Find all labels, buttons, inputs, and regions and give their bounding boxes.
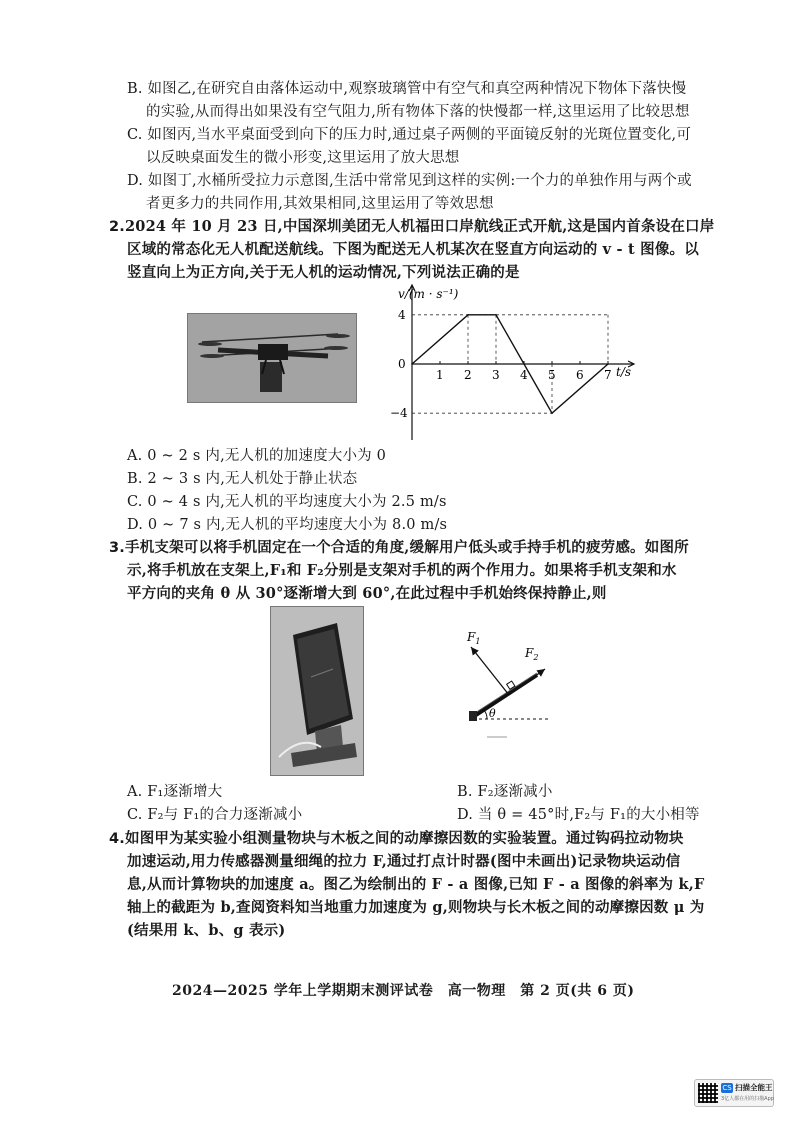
q3-option-d: D. 当 θ = 45°时,F₂与 F₁的大小相等 bbox=[457, 807, 700, 823]
q3-option-b: B. F₂逐渐减小 bbox=[457, 784, 553, 800]
data-point bbox=[607, 363, 609, 365]
x-tick-label: 4 bbox=[520, 368, 528, 382]
x-tick-label: 5 bbox=[548, 368, 556, 382]
page-footer: 2024—2025 学年上学期期末测评试卷 高一物理 第 2 页(共 6 页) bbox=[172, 983, 635, 999]
x-axis-label: t/s bbox=[616, 365, 632, 379]
data-point bbox=[411, 363, 413, 365]
drone-icon bbox=[188, 314, 356, 402]
x-tick-label: 2 bbox=[464, 368, 472, 382]
f1-label: $F_1$ bbox=[467, 630, 481, 646]
data-point bbox=[495, 314, 497, 316]
y-axis-label: v/(m · s⁻¹) bbox=[398, 287, 459, 301]
q4-number: 4. bbox=[109, 831, 125, 847]
q2-option-c: C. 0 ~ 4 s 内,无人机的平均速度大小为 2.5 m/s bbox=[127, 494, 447, 510]
q3-number: 3. bbox=[109, 540, 125, 556]
q2-option-b: B. 2 ~ 3 s 内,无人机处于静止状态 bbox=[127, 471, 358, 487]
q4-stem-line1: 4.如图甲为某实验小组测量物块与木板之间的动摩擦因数的实验装置。通过钩码拉动物块 bbox=[109, 830, 684, 847]
scanner-badge bbox=[694, 1079, 774, 1107]
q3-stem-line2: 示,将手机放在支架上,F₁和 F₂分别是支架对手机的两个作用力。如果将手机支架和水 bbox=[127, 562, 677, 579]
q3-option-a: A. F₁逐渐增大 bbox=[127, 784, 223, 800]
y-tick-label: 0 bbox=[398, 357, 406, 371]
q1-option-b-line2: 的实验,从而得出如果没有空气阻力,所有物体下落的快慢都一样,这里运用了比较思想 bbox=[146, 104, 690, 120]
q2-stem-line3: 竖直向上为正方向,关于无人机的运动情况,下列说法正确的是 bbox=[127, 264, 520, 281]
y-tick-label: −4 bbox=[390, 406, 408, 421]
q2-number: 2. bbox=[109, 219, 125, 235]
phone-stand-photo bbox=[270, 606, 364, 776]
q2-stem-line1: 2.2024 年 10 月 23 日,中国深圳美团无人机福田口岸航线正式开航,这是国内首条设在口岸 bbox=[109, 218, 715, 235]
phone-stand-icon bbox=[271, 607, 363, 775]
badge-subtitle: 3亿人都在用的扫描App bbox=[721, 1096, 774, 1102]
q2-option-a: A. 0 ~ 2 s 内,无人机的加速度大小为 0 bbox=[127, 448, 387, 464]
qr-code-icon bbox=[698, 1083, 718, 1103]
vt-chart bbox=[380, 282, 640, 444]
q1-option-d-line2: 者更多力的共同作用,其效果相同,这里运用了等效思想 bbox=[146, 196, 494, 212]
q4-stem-line5: (结果用 k、b、g 表示) bbox=[127, 922, 286, 939]
q4-stem-line4: 轴上的截距为 b,查阅资料知当地重力加速度为 g,则物块与长木板之间的动摩擦因数 μ 为 bbox=[127, 899, 705, 916]
f1-arrow bbox=[471, 647, 509, 695]
theta-arc bbox=[484, 710, 487, 719]
q3-stem-line3: 平方向的夹角 θ 从 30°逐渐增大到 60°,在此过程中手机始终保持静止,则 bbox=[127, 585, 607, 602]
theta-label: θ bbox=[489, 707, 496, 720]
q4-stem-line2: 加速运动,用力传感器测量细绳的拉力 F,通过打点计时器(图中未画出)记录物块运动信 bbox=[127, 853, 681, 870]
q3-stem-line1: 3.手机支架可以将手机固定在一个合适的角度,缓解用户低头或手持手机的疲劳感。如图所 bbox=[109, 539, 689, 556]
x-tick-label: 7 bbox=[604, 368, 612, 382]
badge-title: 扫描全能王 bbox=[735, 1083, 773, 1092]
q1-option-c-line1: C. 如图丙,当水平桌面受到向下的压力时,通过桌子两侧的平面镜反射的光斑位置变化,可 bbox=[127, 127, 692, 143]
f2-arrow bbox=[509, 669, 545, 695]
camscanner-logo-icon: CS bbox=[722, 1084, 732, 1092]
phone-bar-edge bbox=[475, 673, 537, 713]
q1-option-c-line2: 以反映桌面发生的微小形变,这里运用了放大思想 bbox=[146, 150, 460, 166]
f2-label: $F_2$ bbox=[525, 646, 539, 662]
drone-photo bbox=[187, 313, 357, 403]
q4-stem-line3: 息,从而计算物块的加速度 a。图乙为绘制出的 F - a 图像,已知 F - a 图像的斜率为 k,F bbox=[127, 876, 705, 893]
q1-option-b-line1: B. 如图乙,在研究自由落体运动中,观察玻璃管中有空气和真空两种情况下物体下落快慢 bbox=[127, 81, 687, 97]
force-diagram bbox=[455, 625, 570, 745]
x-tick-label: 1 bbox=[436, 368, 444, 382]
q1-option-d-line1: D. 如图丁,水桶所受拉力示意图,生活中常常见到这样的实例:一个力的单独作用与两个或 bbox=[127, 173, 692, 189]
y-tick-label: 4 bbox=[398, 307, 406, 322]
data-point bbox=[551, 412, 553, 414]
x-tick-label: 3 bbox=[492, 368, 500, 382]
q3-option-c: C. F₂与 F₁的合力逐渐减小 bbox=[127, 807, 303, 823]
q2-option-d: D. 0 ~ 7 s 内,无人机的平均速度大小为 8.0 m/s bbox=[127, 517, 448, 533]
data-point bbox=[467, 314, 469, 316]
stand-base bbox=[469, 711, 477, 721]
q2-stem-line2: 区域的常态化无人机配送航线。下图为配送无人机某次在竖直方向运动的 v - t 图像。以 bbox=[127, 241, 699, 258]
x-tick-label: 6 bbox=[576, 368, 584, 382]
